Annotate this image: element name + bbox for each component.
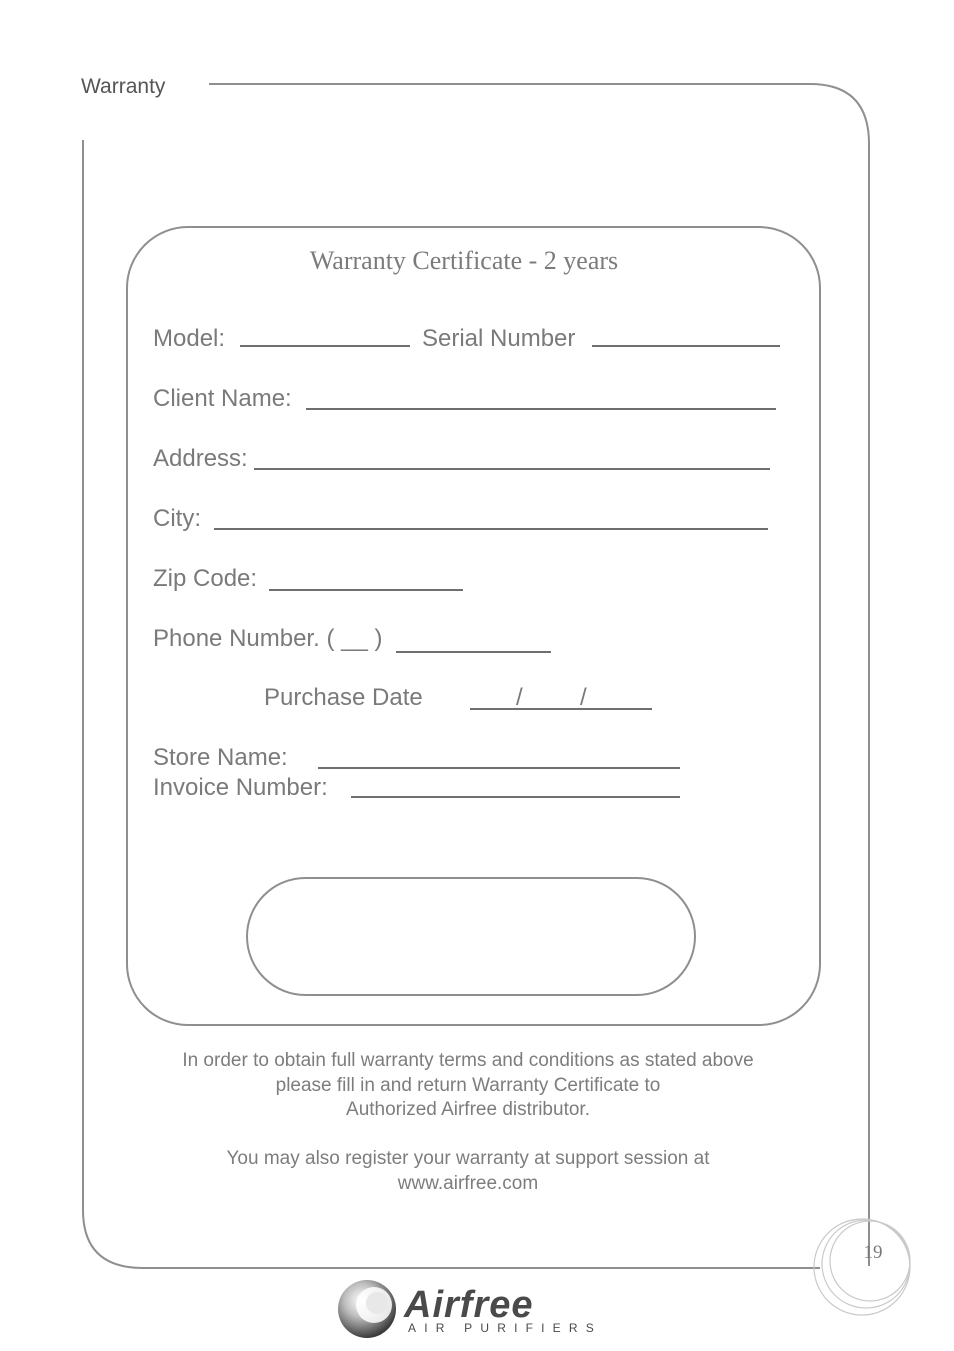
website-link[interactable]: www.airfree.com (397, 1172, 539, 1194)
purchase-date-field[interactable] (470, 708, 652, 710)
section-label: Warranty (81, 75, 166, 98)
airfree-logo-icon (336, 1278, 402, 1340)
serial-number-label: Serial Number (422, 325, 576, 352)
serial-number-field[interactable] (592, 345, 780, 347)
model-label: Model: (153, 325, 226, 352)
client-name-field[interactable] (306, 408, 776, 410)
store-name-field[interactable] (318, 767, 680, 769)
address-label: Address: (153, 445, 248, 472)
store-stamp-box[interactable] (246, 877, 696, 996)
page-number-badge-icon (814, 1219, 910, 1315)
client-name-label: Client Name: (153, 385, 292, 412)
purchase-date-label: Purchase Date (264, 684, 423, 711)
date-separator: / (516, 684, 523, 711)
certificate-title: Warranty Certificate - 2 years (309, 246, 619, 275)
phone-number-field[interactable] (396, 651, 551, 653)
zip-code-field[interactable] (269, 589, 463, 591)
notice-line: You may also register your warranty at support session at (226, 1148, 710, 1169)
address-field[interactable] (254, 468, 770, 470)
phone-number-label: Phone Number. ( __ ) (153, 625, 383, 652)
date-separator: / (580, 684, 587, 711)
brand-tagline: AIR PURIFIERS (408, 1321, 602, 1335)
notice-line: In order to obtain full warranty terms and conditions as stated above (182, 1050, 754, 1071)
zip-code-label: Zip Code: (153, 565, 258, 592)
store-name-label: Store Name: (153, 744, 288, 771)
invoice-number-label: Invoice Number: (153, 774, 328, 801)
city-field[interactable] (214, 528, 768, 530)
city-label: City: (153, 505, 201, 532)
notice-line: please fill in and return Warranty Certificate to (275, 1074, 661, 1096)
warranty-notice (140, 1049, 796, 1123)
invoice-number-field[interactable] (351, 796, 680, 798)
notice-line: Authorized Airfree distributor. (346, 1099, 590, 1120)
page-number: 19 (863, 1242, 883, 1263)
brand-wordmark: Airfree (404, 1284, 534, 1326)
online-registration-notice (140, 1147, 796, 1196)
model-field[interactable] (240, 345, 410, 347)
